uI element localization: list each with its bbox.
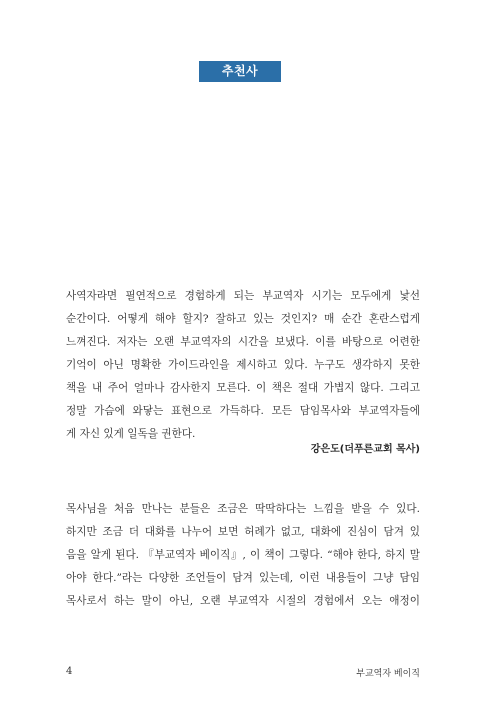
text-line: 목사로서 하는 말이 아닌, 오랜 부교역자 시절의 경험에서 오는 애정이 <box>66 595 420 607</box>
recommender-signature: 강은도(더푸른교회 목사) <box>310 444 420 455</box>
recommendation-paragraph <box>66 285 420 446</box>
page-number: 4 <box>66 666 73 677</box>
text-line: 음을 알게 된다. 『부교역자 베이직』, 이 책이 그렇다. “해야 한다, 하지 말 <box>66 549 420 561</box>
running-title: 부교역자 베이직 <box>356 669 420 679</box>
text-line: 게 자신 있게 일독을 권한다. <box>66 428 196 440</box>
text-line: 사역자라면 필연적으로 경험하게 되는 부교역자 시기는 모두에게 낯선 <box>66 290 420 302</box>
section-label: 추천사 <box>199 61 281 82</box>
text-line: 기억이 아닌 명확한 가이드라인을 제시하고 있다. 누구도 생각하지 못한 <box>66 359 420 371</box>
text-line: 하지만 조금 더 대화를 나누어 보면 허례가 없고, 대화에 진심이 담겨 있 <box>66 526 420 538</box>
text-line: 책을 내 주어 얼마나 감사한지 모른다. 이 책은 절대 가볍지 않다. 그리고 <box>66 382 420 394</box>
text-line: 목사님을 처음 만나는 분들은 조금은 딱딱하다는 느낌을 받을 수 있다. <box>66 503 420 515</box>
text-line: 느껴진다. 저자는 오랜 부교역자의 시간을 보냈다. 이를 바탕으로 어련한 <box>66 336 420 348</box>
text-line: 아야 한다.”라는 다양한 조언들이 담겨 있는데, 이런 내용들이 그냥 담임 <box>66 572 420 584</box>
recommendation-paragraph <box>66 498 420 613</box>
text-line: 순간이다. 어떻게 해야 할지? 잘하고 있는 것인지? 매 순간 혼란스럽게 <box>66 313 420 325</box>
text-line: 정말 가슴에 와닿는 표현으로 가득하다. 모든 담임목사와 부교역자들에 <box>66 405 420 417</box>
